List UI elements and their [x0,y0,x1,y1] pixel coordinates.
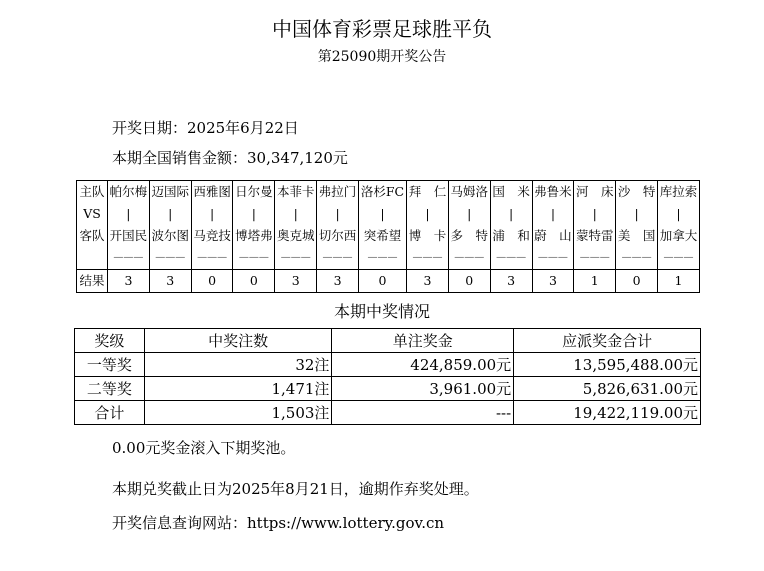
match-result: 3 [149,270,191,293]
match-vs-separator: | [168,206,173,221]
match-vs-separator: | [634,206,639,221]
match-dash: ——— [412,252,443,263]
match-column [490,181,532,270]
prize-level: 合计 [75,401,145,425]
match-dash: ——— [280,252,311,263]
match-column [358,181,406,270]
match-dash: ——— [113,252,144,263]
match-away-team: 浦 和 [492,228,530,243]
prize-header-cell: 奖级 [75,329,145,353]
match-column [532,181,574,270]
match-result: 0 [233,270,275,293]
match-dash: ——— [367,252,398,263]
match-dash: ——— [155,252,186,263]
match-dash: ——— [197,252,228,263]
match-result: 3 [108,270,150,293]
match-home-team: 河 床 [576,184,614,199]
match-result: 3 [532,270,574,293]
match-result: 3 [275,270,317,293]
match-vs-separator: | [550,206,556,221]
match-dash: ——— [579,252,610,263]
match-home-team: 弗鲁米 [534,184,572,199]
match-away-team: 突希望 [363,228,402,243]
match-result: 3 [407,270,449,293]
match-vs-separator: | [335,206,340,221]
result-label: 结果 [77,270,108,293]
prize-header-cell: 单注奖金 [332,329,514,353]
match-column [574,181,616,270]
winner-count: 1,471注 [144,377,332,401]
match-home-team: 西雅图 [193,184,231,199]
match-vs-separator: | [508,206,514,221]
match-result: 3 [490,270,532,293]
prize-level: 一等奖 [75,353,145,377]
website-note: 开奖信息查询网站：https://www.lottery.gov.cn [112,514,445,532]
match-dash: ——— [621,252,652,263]
match-home-team: 洛杉FC [360,184,405,199]
match-vs-separator: | [425,206,430,221]
match-vs-separator: | [467,206,472,221]
winner-count: 32注 [144,353,332,377]
match-away-team: 多 特 [450,228,489,243]
match-home-team: 马姆洛 [450,184,489,199]
match-column [407,181,449,270]
prize-level: 二等奖 [75,377,145,401]
match-column [448,181,490,270]
match-home-team: 迈国际 [151,184,189,199]
prize-per-bet: --- [332,401,514,425]
match-home-team: 拜 仁 [408,184,447,199]
match-home-team: 国 米 [492,184,530,199]
prize-total: 13,595,488.00元 [514,353,701,377]
match-away-team: 开国民 [109,228,148,243]
match-dash: ——— [454,252,485,263]
match-away-team: 蔚 山 [534,228,572,243]
match-vs-separator: | [592,206,597,221]
match-home-team: 帕尔梅 [109,184,148,199]
match-result-row [77,270,700,293]
match-dash: ——— [322,252,353,263]
match-result: 1 [658,270,700,293]
match-away-team: 蒙特雷 [576,228,614,243]
match-result: 0 [616,270,658,293]
match-away-team: 加拿大 [659,228,698,243]
match-home-team: 日尔曼 [235,184,273,199]
match-vs-separator: | [251,206,256,221]
match-dash: ——— [537,252,568,263]
match-column [191,181,233,270]
match-vs-separator: | [209,206,215,221]
rollover-note: 0.00元奖金滚入下期奖池。 [112,439,296,457]
prize-per-bet: 424,859.00元 [332,353,514,377]
match-away-team: 美 国 [617,228,656,243]
match-away-team: 马竞技 [193,228,231,243]
match-column [317,181,359,270]
match-home-team: 沙 特 [617,184,656,199]
match-vs-separator: | [676,206,681,221]
match-labels-cell [77,181,108,270]
match-column [275,181,317,270]
match-away-team: 切尔西 [318,228,357,243]
deadline-note: 本期兑奖截止日为2025年8月21日，逾期作弃奖处理。 [112,480,479,498]
match-column [233,181,275,270]
prize-total: 19,422,119.00元 [514,401,701,425]
issue-subtitle: 第25090期开奖公告 [317,49,447,65]
label-spacer [77,247,107,269]
match-result: 3 [317,270,359,293]
draw-date: 开奖日期：2025年6月22日 [112,119,299,137]
prize-header-cell: 应派奖金合计 [514,329,701,353]
match-table [76,180,700,293]
match-vs-separator: | [380,206,385,221]
prize-header-row [75,329,701,353]
prize-row-second [75,377,701,401]
match-column [108,181,150,270]
sales-amount: 本期全国销售金额：30,347,120元 [112,149,348,167]
match-column [616,181,658,270]
home-team-label: 主队 [79,184,105,199]
match-dash: ——— [496,252,527,263]
match-table-body-row [77,181,700,270]
match-away-team: 博 卡 [408,228,447,243]
match-result: 0 [191,270,233,293]
match-away-team: 博塔弗 [235,228,273,243]
prize-row-total [75,401,701,425]
prize-per-bet: 3,961.00元 [332,377,514,401]
match-home-team: 弗拉门 [318,184,357,199]
winner-count: 1,503注 [144,401,332,425]
match-result: 0 [358,270,406,293]
match-dash: ——— [663,252,694,263]
match-column [658,181,700,270]
match-vs-separator: | [126,206,131,221]
match-vs-separator: | [293,206,298,221]
away-team-label: 客队 [79,228,105,243]
page-title: 中国体育彩票足球胜平负 [272,17,492,41]
match-column [149,181,191,270]
match-home-team: 库拉索 [659,184,698,199]
prize-section-title: 本期中奖情况 [333,302,430,321]
match-result: 0 [448,270,490,293]
prize-table [74,328,701,425]
prize-row-first [75,353,701,377]
match-away-team: 奥克城 [276,228,315,243]
match-result: 1 [574,270,616,293]
match-dash: ——— [238,252,269,263]
vs-label: VS [83,206,101,221]
match-away-team: 波尔图 [151,228,189,243]
match-home-team: 本菲卡 [276,184,315,199]
prize-header-cell: 中奖注数 [144,329,332,353]
prize-total: 5,826,631.00元 [514,377,701,401]
